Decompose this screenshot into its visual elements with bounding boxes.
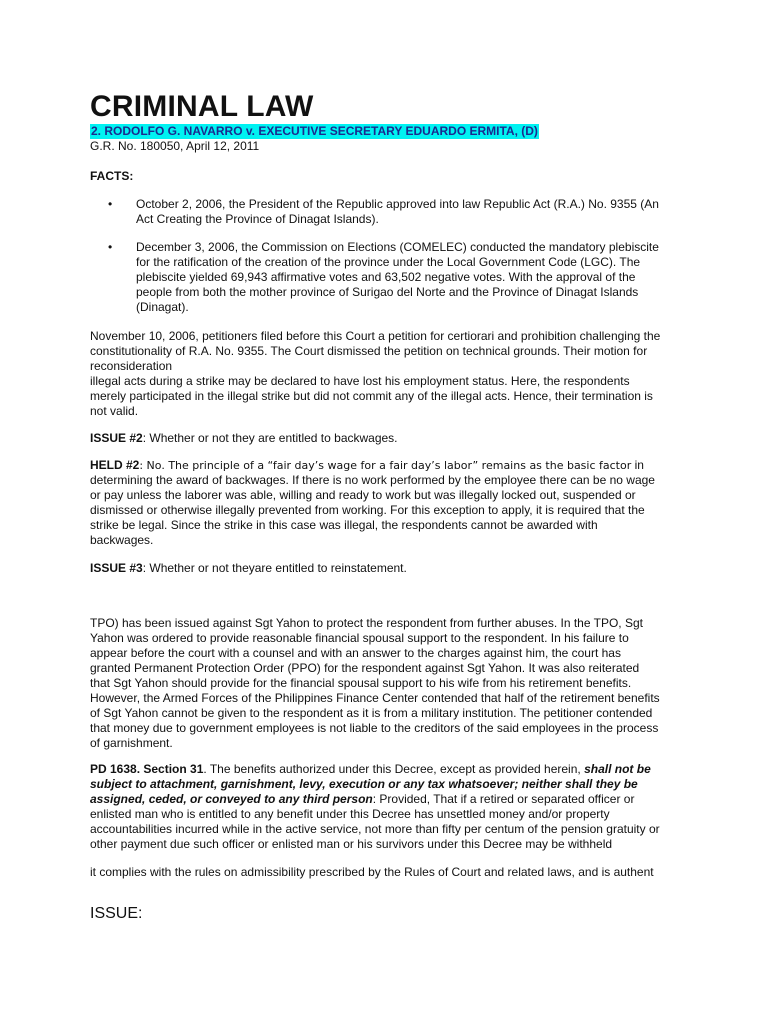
issue-3-text: : Whether or not theyare entitled to reinstatement. <box>142 561 407 575</box>
held-2-label: HELD #2 <box>90 458 140 472</box>
paragraph-petition: November 10, 2006, petitioners filed before this Court a petition for certiorari and prohibition challenging the constitutionality of R.A. No. 9355. The Court dismissed the petition on technical grounds. Their motion for reconsideration <box>90 329 661 373</box>
paragraph-admissibility: it complies with the rules on admissibility prescribed by the Rules of Court and related laws, and is authent <box>90 865 654 879</box>
pd-label: PD 1638. Section 31 <box>90 762 204 776</box>
issue-3-label: ISSUE #3 <box>90 561 143 575</box>
page-title: CRIMINAL LAW <box>90 90 314 123</box>
facts-bullet-1 <box>108 197 668 227</box>
paragraph-illegal-acts: illegal acts during a strike may be declared to have lost his employment status. Here, the respondents merely participated in the illegal strike but did not commit any of the illegal acts. Hence, their termination is not valid. <box>90 374 653 418</box>
issue-2-text: : Whether or not they are entitled to backwages. <box>142 431 398 445</box>
issue-heading: ISSUE: <box>90 905 143 922</box>
facts-heading: FACTS: <box>90 169 134 183</box>
held-2-lead: : No. The principle of a “fair day’s wage for a fair day’s labor” remains as the basic factor <box>139 459 632 472</box>
issue-3 <box>90 561 662 576</box>
paragraph-tpo: TPO) has been issued against Sgt Yahon to protect the respondent from further abuses. In the TPO, Sgt Yahon was ordered to provide reasonable financial spousal support to the respondent. In his failure to appear before the court with a counsel and with an answer to the charges against him, the court has granted Permanent Protection Order (PPO) for the respondent against Sgt Yahon. It was also reiterated that Sgt Yahon should provide for the financial spousal support to his wife from his retirement benefits. However, the Armed Forces of the Philippines Finance Center contended that half of the retirement benefits of Sgt Yahon cannot be given to the respondent as it is from a military institution. The petitioner contended that money due to government employees is not liable to the creditors of the said employees in the process of garnishment. <box>90 616 660 750</box>
pd-emphasis: shall not be subject to attachment, garnishment, levy, execution or any tax whatsoever; neither shall they be assigned, ceded, or conveyed to any third person <box>90 762 651 806</box>
facts-bullet-text: December 3, 2006, the Commission on Elections (COMELEC) conducted the mandatory plebiscite for the ratification of the creation of the province under the Local Government Code (LGC). The plebiscite yielded 69,943 affirmative votes and 63,502 negative votes. With the approval of the people from both the mother province of Surigao del Norte and the Province of Dinagat Islands (Dinagat). <box>136 240 659 314</box>
bullet-marker: • <box>108 197 113 211</box>
pd-text-1: . The benefits authorized under this Decree, except as provided herein, <box>203 762 585 776</box>
case-title-highlighted: 2. RODOLFO G. NAVARRO v. EXECUTIVE SECRETARY EDUARDO ERMITA, (D) <box>91 124 538 138</box>
bullet-marker: • <box>108 240 113 254</box>
facts-bullet-text: October 2, 2006, the President of the Republic approved into law Republic Act (R.A.) No. 9355 (An Act Creating the Province of Dinagat Islands). <box>136 197 659 226</box>
pd-text-2: : Provided, That if a retired or separated officer or enlisted man who is entitled to any benefit under this Decree has unsettled money and/or property accountabilities incurred while in the active service, not more than fifty per centum of the pension gratuity or other payment due such officer or enlisted man or his survivors under this Decree may be withheld <box>90 792 660 851</box>
facts-bullet-2 <box>108 240 668 315</box>
held-2 <box>90 458 662 548</box>
case-citation: G.R. No. 180050, April 12, 2011 <box>90 139 260 153</box>
issue-2-label: ISSUE #2 <box>90 431 143 445</box>
issue-2 <box>90 431 662 446</box>
held-2-text: in determining the award of backwages. If there is no work performed by the employee there can be no wage or pay unless the laborer was able, willing and ready to work but was illegally locked out, suspended or dismissed or otherwise illegally prevented from working. For this exception to apply, it is required that the strike be legal. Since the strike in this case was illegal, the respondents cannot be awarded with backwages. <box>90 458 655 547</box>
paragraph-pd-1638 <box>90 762 662 852</box>
facts-paragraph <box>90 329 662 419</box>
